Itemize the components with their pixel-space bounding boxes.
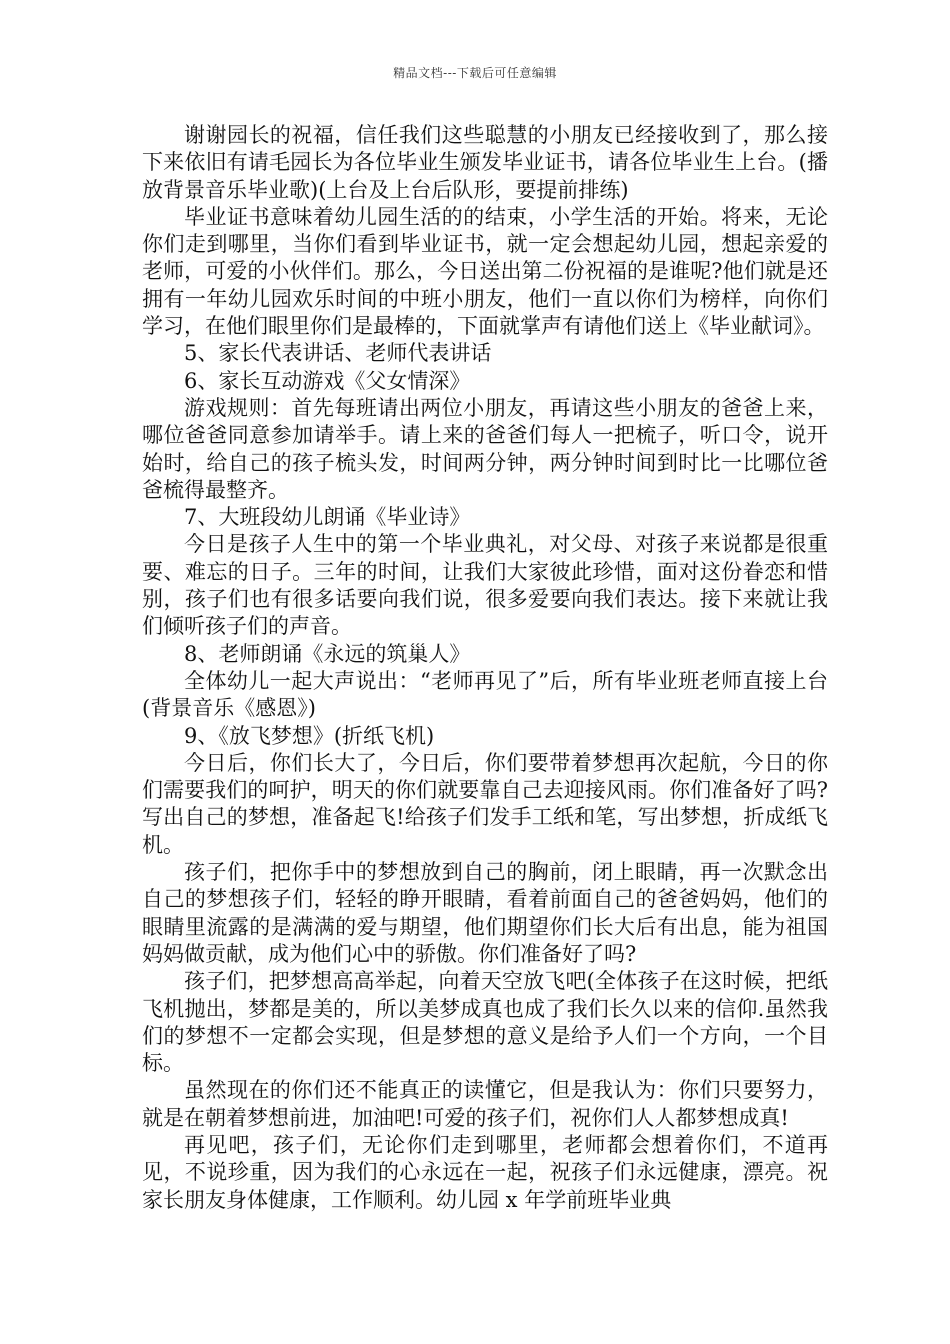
paragraph: 全体幼儿一起大声说出：“老师再见了”后，所有毕业班老师直接上台(背景音乐《感恩》) <box>142 668 828 721</box>
list-item: 5、家长代表讲话、老师代表讲话 <box>184 341 492 366</box>
paragraph: 虽然现在的你们还不能真正的读懂它，但是我认为：你们只要努力，就是在朝着梦想前进，加油吧!可爱的孩子们，祝你们人人都梦想成真! <box>142 1078 828 1130</box>
paragraph: 孩子们，把你手中的梦想放到自己的胸前，闭上眼睛，再一次默念出自己的梦想孩子们，轻轻的睁开眼睛，看着前面自己的爸爸妈妈，他们的眼睛里流露的是满满的爱与期望，他们期望你们长大后有出息，能为祖国妈妈做贡献，成为他们心中的骄傲。你们准备好了吗? <box>142 860 828 966</box>
list-item: 8、老师朗诵《永远的筑巢人》 <box>184 641 471 666</box>
page-header: 精品文档---下载后可任意编辑 <box>393 66 557 80</box>
paragraph: 游戏规则：首先每班请出两位小朋友，再请这些小朋友的爸爸上来，哪位爸爸同意参加请举手。请上来的爸爸们每人一把梳子，听口令，说开始时，给自己的孩子梳头发，时间两分钟，两分钟时间到时比一比哪位爸爸梳得最整齐。 <box>142 395 828 502</box>
list-item: 9、《放飞梦想》(折纸飞机) <box>184 723 435 748</box>
document-body <box>142 122 828 1214</box>
paragraph: 谢谢园长的祝福，信任我们这些聪慧的小朋友已经接收到了，那么接下来依旧有请毛园长为各位毕业生颁发毕业证书，请各位毕业生上台。(播放背景音乐毕业歌)(上台及上台后队形，要提前排练) <box>142 123 828 202</box>
paragraph: 孩子们，把梦想高高举起，向着天空放飞吧(全体孩子在这时候，把纸飞机抛出，梦都是美的，所以美梦成真也成了我们长久以来的信仰.虽然我们的梦想不一定都会实现，但是梦想的意义是给予人们一个方向，一个目标。 <box>142 969 828 1076</box>
paragraph: 毕业证书意味着幼儿园生活的的结束，小学生活的开始。将来，无论你们走到哪里，当你们看到毕业证书，就一定会想起幼儿园，想起亲爱的老师，可爱的小伙伴们。那么，今日送出第二份祝福的是谁呢?他们就是还拥有一年幼儿园欢乐时间的中班小朋友，他们一直以你们为榜样，向你们学习，在他们眼里你们是最棒的，下面就掌声有请他们送上《毕业献词》。 <box>142 204 828 339</box>
paragraph: 今日后，你们长大了，今日后，你们要带着梦想再次起航，今日的你们需要我们的呵护，明天的你们就要靠自己去迎接风雨。你们准备好了吗?写出自己的梦想，准备起飞!给孩子们发手工纸和笔，写出梦想，折成纸飞机。 <box>142 750 828 857</box>
paragraph: 今日是孩子人生中的第一个毕业典礼，对父母、对孩子来说都是很重要、难忘的日子。三年的时间，让我们大家彼此珍惜，面对这份眷恋和惜别，孩子们也有很多话要向我们说，很多爱要向我们表达。接下来就让我们倾听孩子们的声音。 <box>142 532 828 639</box>
paragraph: 再见吧，孩子们，无论你们走到哪里，老师都会想着你们，不道再见，不说珍重，因为我们的心永远在一起，祝孩子们永远健康，漂亮。祝家长朋友身体健康，工作顺利。幼儿园 x 年学前班毕业典 <box>142 1132 828 1212</box>
list-item: 7、大班段幼儿朗诵《毕业诗》 <box>184 505 471 530</box>
list-item: 6、家长互动游戏《父女情深》 <box>184 368 471 393</box>
